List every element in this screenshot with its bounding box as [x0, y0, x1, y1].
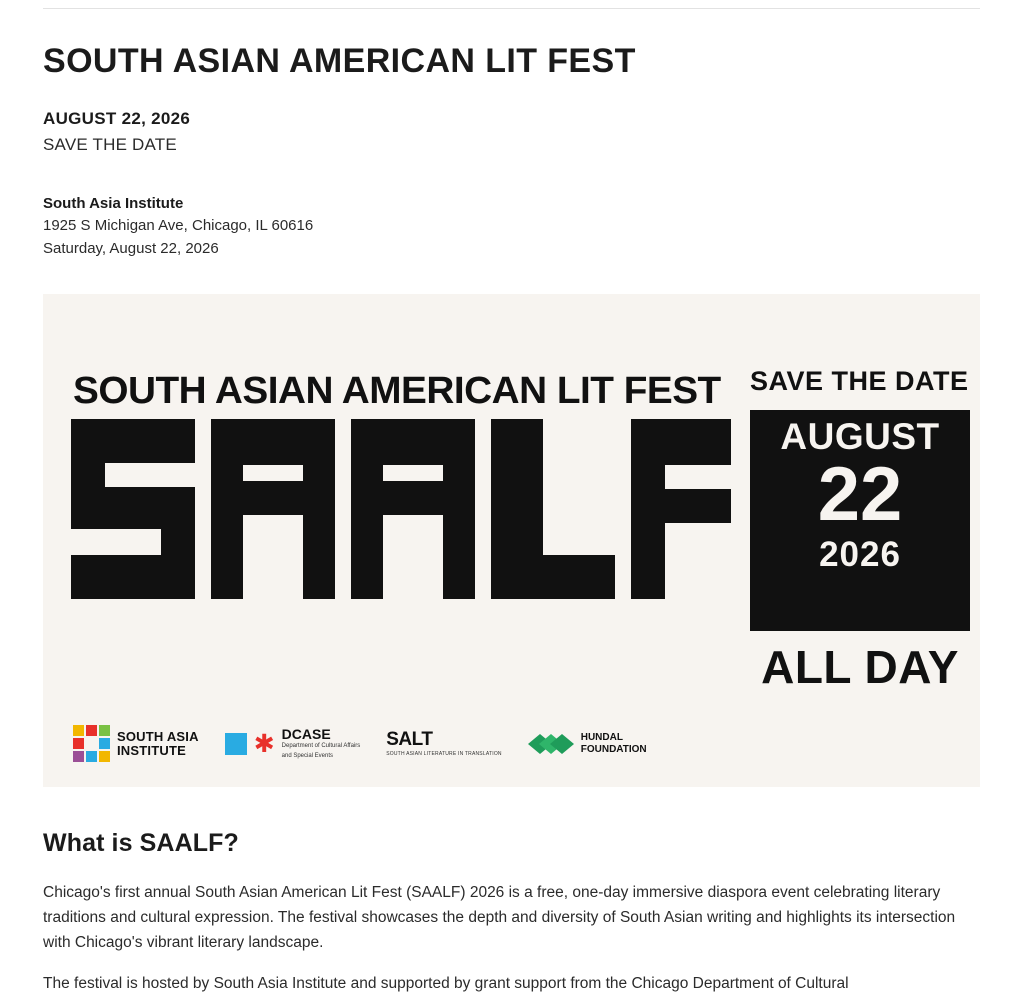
sponsor-dcase — [225, 727, 361, 760]
dcase-label: DCASE — [281, 726, 331, 742]
festival-poster-image — [43, 294, 980, 787]
all-day-label: ALL DAY — [761, 641, 959, 693]
section-paragraph-1: Chicago's first annual South Asian American Lit Fest (SAALF) 2026 is a free, one-day immersive diaspora event celebrating literary traditions and cultural expression. The festival showcases the depth and diversity of South Asian writing and highlights its intersection with Chicago's vibrant literary landscape. — [43, 884, 956, 952]
sponsor-hundal-foundation — [528, 731, 647, 757]
salt-label: SALT — [386, 729, 433, 750]
page-content — [43, 40, 980, 992]
dcase-sub-line-2: and Special Events — [281, 752, 334, 759]
badge-day: 22 — [817, 451, 903, 537]
section-heading-what-is-saalf: What is SAALF? — [43, 829, 239, 857]
venue-block — [43, 193, 980, 261]
date-badge — [750, 410, 970, 631]
hundal-label: HUNDAL FOUNDATION — [580, 732, 647, 755]
salt-label-group — [386, 730, 501, 757]
event-date-heading: AUGUST 22, 2026 — [43, 108, 191, 128]
venue-address: 1925 S Michigan Ave, Chicago, IL 60616 — [43, 217, 314, 234]
south-asia-institute-icon — [73, 725, 110, 762]
dcase-star-icon: ✱ — [253, 729, 275, 758]
dcase-sub-line-1: Department of Cultural Affairs — [281, 743, 361, 749]
salt-sub-label: SOUTH ASIAN LITERATURE IN TRANSLATION — [386, 751, 502, 757]
page-title: SOUTH ASIAN AMERICAN LIT FEST — [43, 42, 636, 80]
badge-month: AUGUST — [780, 416, 940, 457]
sponsor-logo-strip — [73, 725, 647, 762]
section-paragraph-2: The festival is hosted by South Asia Institute and supported by grant support from the Chicago Department of Cultural — [43, 975, 849, 992]
dcase-label-group — [282, 727, 361, 760]
save-the-date-subheading: SAVE THE DATE — [43, 134, 177, 154]
badge-year: 2026 — [819, 535, 901, 575]
hundal-diamond-icon — [528, 731, 574, 757]
save-the-date-title: SAVE THE DATE — [750, 366, 969, 396]
sponsor-salt — [386, 730, 501, 757]
poster-headline: SOUTH ASIAN AMERICAN LIT FEST — [73, 370, 721, 412]
sponsor-south-asia-institute — [73, 725, 199, 762]
top-divider — [43, 8, 980, 9]
venue-day: Saturday, August 22, 2026 — [43, 239, 219, 257]
dcase-square-icon — [225, 733, 247, 755]
save-the-date-badge — [750, 366, 970, 694]
venue-name: South Asia Institute — [43, 194, 184, 212]
saalf-wordmark — [71, 419, 731, 599]
south-asia-institute-label: SOUTH ASIA INSTITUTE — [117, 728, 199, 758]
